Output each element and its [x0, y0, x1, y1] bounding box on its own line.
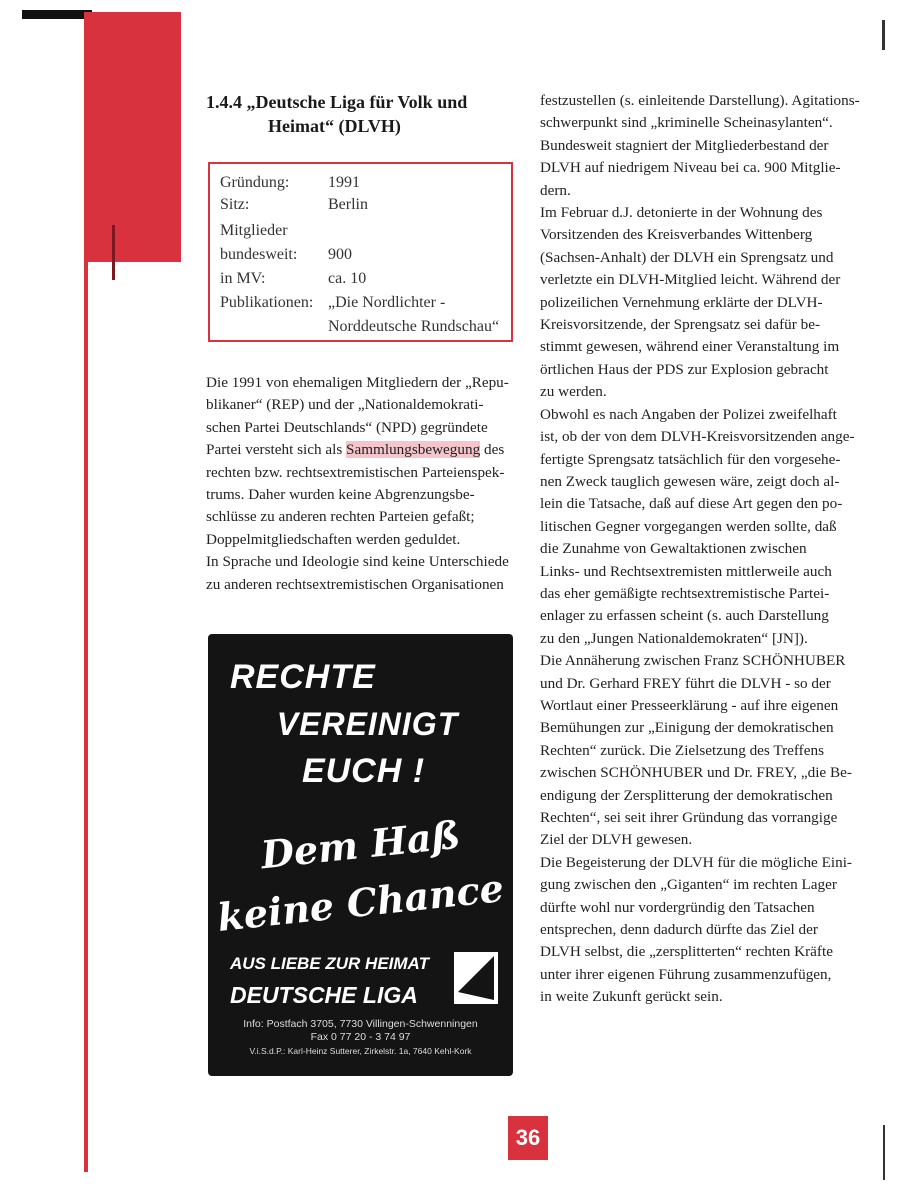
text-line: Die Begeisterung der DLVH für die mögliche Eini-: [540, 853, 852, 871]
poster-headline-1: RECHTE: [230, 658, 376, 696]
poster-script-1: Dem Haß: [258, 811, 463, 878]
text-line: örtlichen Haus der PDS zur Explosion gebracht: [540, 360, 829, 378]
text-line: litischen Gegner vorgegangen werden sollte, daß: [540, 517, 837, 535]
text-line: fertigte Sprengsatz tatsächlich für den vorgesehe-: [540, 450, 841, 468]
fact-key: Publikationen:: [220, 294, 314, 311]
poster-party-name: DEUTSCHE LIGA: [230, 982, 418, 1008]
red-margin-block: [86, 12, 181, 262]
text-line: Wortlaut einer Presseerklärung - auf ihre eigenen: [540, 696, 839, 714]
text-line: lein die Tatsache, daß auf diese Art gegen den po-: [540, 495, 843, 513]
text-line: dern.: [540, 181, 571, 199]
text-line: Doppelmitgliedschaften werden geduldet.: [206, 530, 461, 548]
section-title-line2: Heimat“ (DLVH): [268, 116, 401, 136]
fact-value: „Die Nordlichter -: [328, 294, 446, 311]
poster-headline-2: VEREINIGT: [276, 706, 459, 742]
text-line-highlighted: [206, 439, 518, 461]
fact-value: Norddeutsche Rundschau“: [328, 318, 500, 335]
text-line: DLVH selbst, die „zersplitterten“ rechten Kräfte: [540, 943, 833, 961]
text-fragment: des: [483, 441, 505, 459]
text-line: schlüsse zu anderen rechten Parteien gefaßt;: [206, 508, 475, 526]
text-line: trums. Daher wurden keine Abgrenzungsbe-: [206, 486, 475, 504]
red-margin-strip: [84, 12, 88, 1172]
text-line: zwischen SCHÖNHUBER und Dr. FREY, „die Be-: [540, 764, 852, 782]
text-line: polizeilichen Vernehmung erklärte der DLVH-: [540, 293, 823, 311]
text-line: ist, ob der von dem DLVH-Kreisvorsitzenden ange-: [540, 428, 855, 446]
text-line: und Dr. Gerhard FREY führt die DLVH - so der: [540, 674, 831, 692]
campaign-poster: [208, 634, 513, 1076]
text-line: Die Annäherung zwischen Franz SCHÖNHUBER: [540, 652, 846, 670]
fact-value: Berlin: [328, 196, 368, 213]
fact-key: in MV:: [220, 270, 266, 287]
highlighted-term: Sammlungsbewegung: [346, 441, 481, 459]
text-line: schwerpunkt sind „kriminelle Scheinasylanten“.: [540, 114, 833, 132]
section-title-line1: „Deutsche Liga für Volk und: [246, 92, 468, 112]
page-edge-mark: [22, 10, 92, 19]
fact-key: bundesweit:: [220, 246, 298, 263]
section-heading: [206, 90, 526, 138]
text-line: dürfte wohl nur vordergründig den Tatsachen: [540, 898, 815, 916]
text-fragment: Partei versteht sich als: [206, 441, 343, 459]
text-line: die Zunahme von Gewaltaktionen zwischen: [540, 540, 807, 558]
text-line: zu werden.: [540, 383, 607, 401]
poster-imprint-line: V.i.S.d.P.: Karl-Heinz Sutterer, Zirkelstr. 1a, 7640 Kehl-Kork: [249, 1046, 472, 1056]
text-line: zu den „Jungen Nationaldemokraten“ [JN]).: [540, 629, 808, 647]
text-line: schen Partei Deutschlands“ (NPD) gegründete: [206, 418, 488, 436]
text-line: Ziel der DLVH gewesen.: [540, 831, 693, 849]
poster-tagline: AUS LIEBE ZUR HEIMAT: [230, 954, 429, 973]
fact-box: [208, 162, 513, 342]
poster-headline-3: EUCH !: [301, 752, 426, 790]
text-line: Kreisvorsitzende, der Sprengsatz sei dafür be-: [540, 316, 821, 334]
margin-tick: [112, 225, 115, 280]
text-line: verletzte ein DLVH-Mitglied leicht. Während der: [540, 271, 841, 289]
text-line: Im Februar d.J. detonierte in der Wohnung des: [540, 204, 823, 222]
section-number: 1.4.4: [206, 92, 242, 112]
text-line: in weite Zukunft gerückt sein.: [540, 988, 723, 1006]
text-line: das eher gemäßigte rechtsextremistische Partei-: [540, 584, 830, 602]
text-line: Rechten“, sei seit ihrer Gründung das vorrangige: [540, 809, 838, 826]
fact-value: 900: [328, 246, 352, 263]
text-line: endigung der Zersplitterung der demokratischen: [540, 786, 833, 804]
text-line: gung zwischen den „Giganten“ im rechten Lager: [540, 876, 837, 894]
poster-contact-line: Info: Postfach 3705, 7730 Villingen-Schwenningen: [243, 1018, 478, 1030]
text-line: DLVH auf niedrigem Niveau bei ca. 900 Mitglie-: [540, 159, 841, 177]
left-column-text: [206, 372, 518, 596]
text-line: Bundesweit stagniert der Mitgliederbestand der: [540, 136, 829, 154]
fact-key: Mitglieder: [220, 222, 288, 239]
text-line: enlager zu erfassen scheint (s. auch Darstellung: [540, 607, 829, 625]
text-line: zu anderen rechtsextremistischen Organisationen: [206, 575, 504, 593]
text-line: Rechten“ zurück. Die Zielsetzung des Treffens: [540, 741, 824, 759]
right-edge-mark-bottom: [883, 1125, 885, 1180]
fact-value: ca. 10: [328, 270, 367, 287]
text-line: blikaner“ (REP) und der „Nationaldemokrati-: [206, 396, 484, 414]
text-line: (Sachsen-Anhalt) der DLVH ein Sprengsatz und: [540, 248, 834, 266]
text-line: Die 1991 von ehemaligen Mitgliedern der „Repu-: [206, 374, 509, 391]
page-number: 36: [508, 1116, 548, 1160]
text-line: Links- und Rechtsextremisten mittlerweile auch: [540, 562, 832, 580]
text-line: rechten bzw. rechtsextremistischen Parteienspek-: [206, 463, 505, 481]
text-line: nen Zweck tauglich gewesen wäre, zeigt doch al-: [540, 472, 840, 490]
fact-key: Sitz:: [220, 196, 250, 213]
right-column-text: [540, 90, 860, 1009]
text-line: stimmt gewesen, während einer Veranstaltung im: [540, 338, 840, 356]
text-line: unter ihrer eigenen Führung zusammenzufügen,: [540, 965, 832, 983]
fact-value: 1991: [328, 174, 360, 191]
party-logo-icon: [454, 952, 498, 1004]
text-line: In Sprache und Ideologie sind keine Unterschiede: [206, 553, 509, 571]
poster-fax-line: Fax 0 77 20 - 3 74 97: [310, 1031, 411, 1043]
text-line: entsprechen, denn dadurch dürfte das Ziel der: [540, 921, 818, 939]
text-line: Obwohl es nach Angaben der Polizei zweifelhaft: [540, 405, 837, 423]
text-line: Bemühungen zur „Einigung der demokratischen: [540, 719, 834, 737]
right-edge-mark: [882, 20, 885, 50]
poster-script-2: keine Chance: [215, 865, 506, 940]
text-line: festzustellen (s. einleitende Darstellung). Agitations-: [540, 92, 860, 109]
text-line: Vorsitzenden des Kreisverbandes Wittenberg: [540, 226, 813, 244]
fact-key: Gründung:: [220, 174, 290, 191]
